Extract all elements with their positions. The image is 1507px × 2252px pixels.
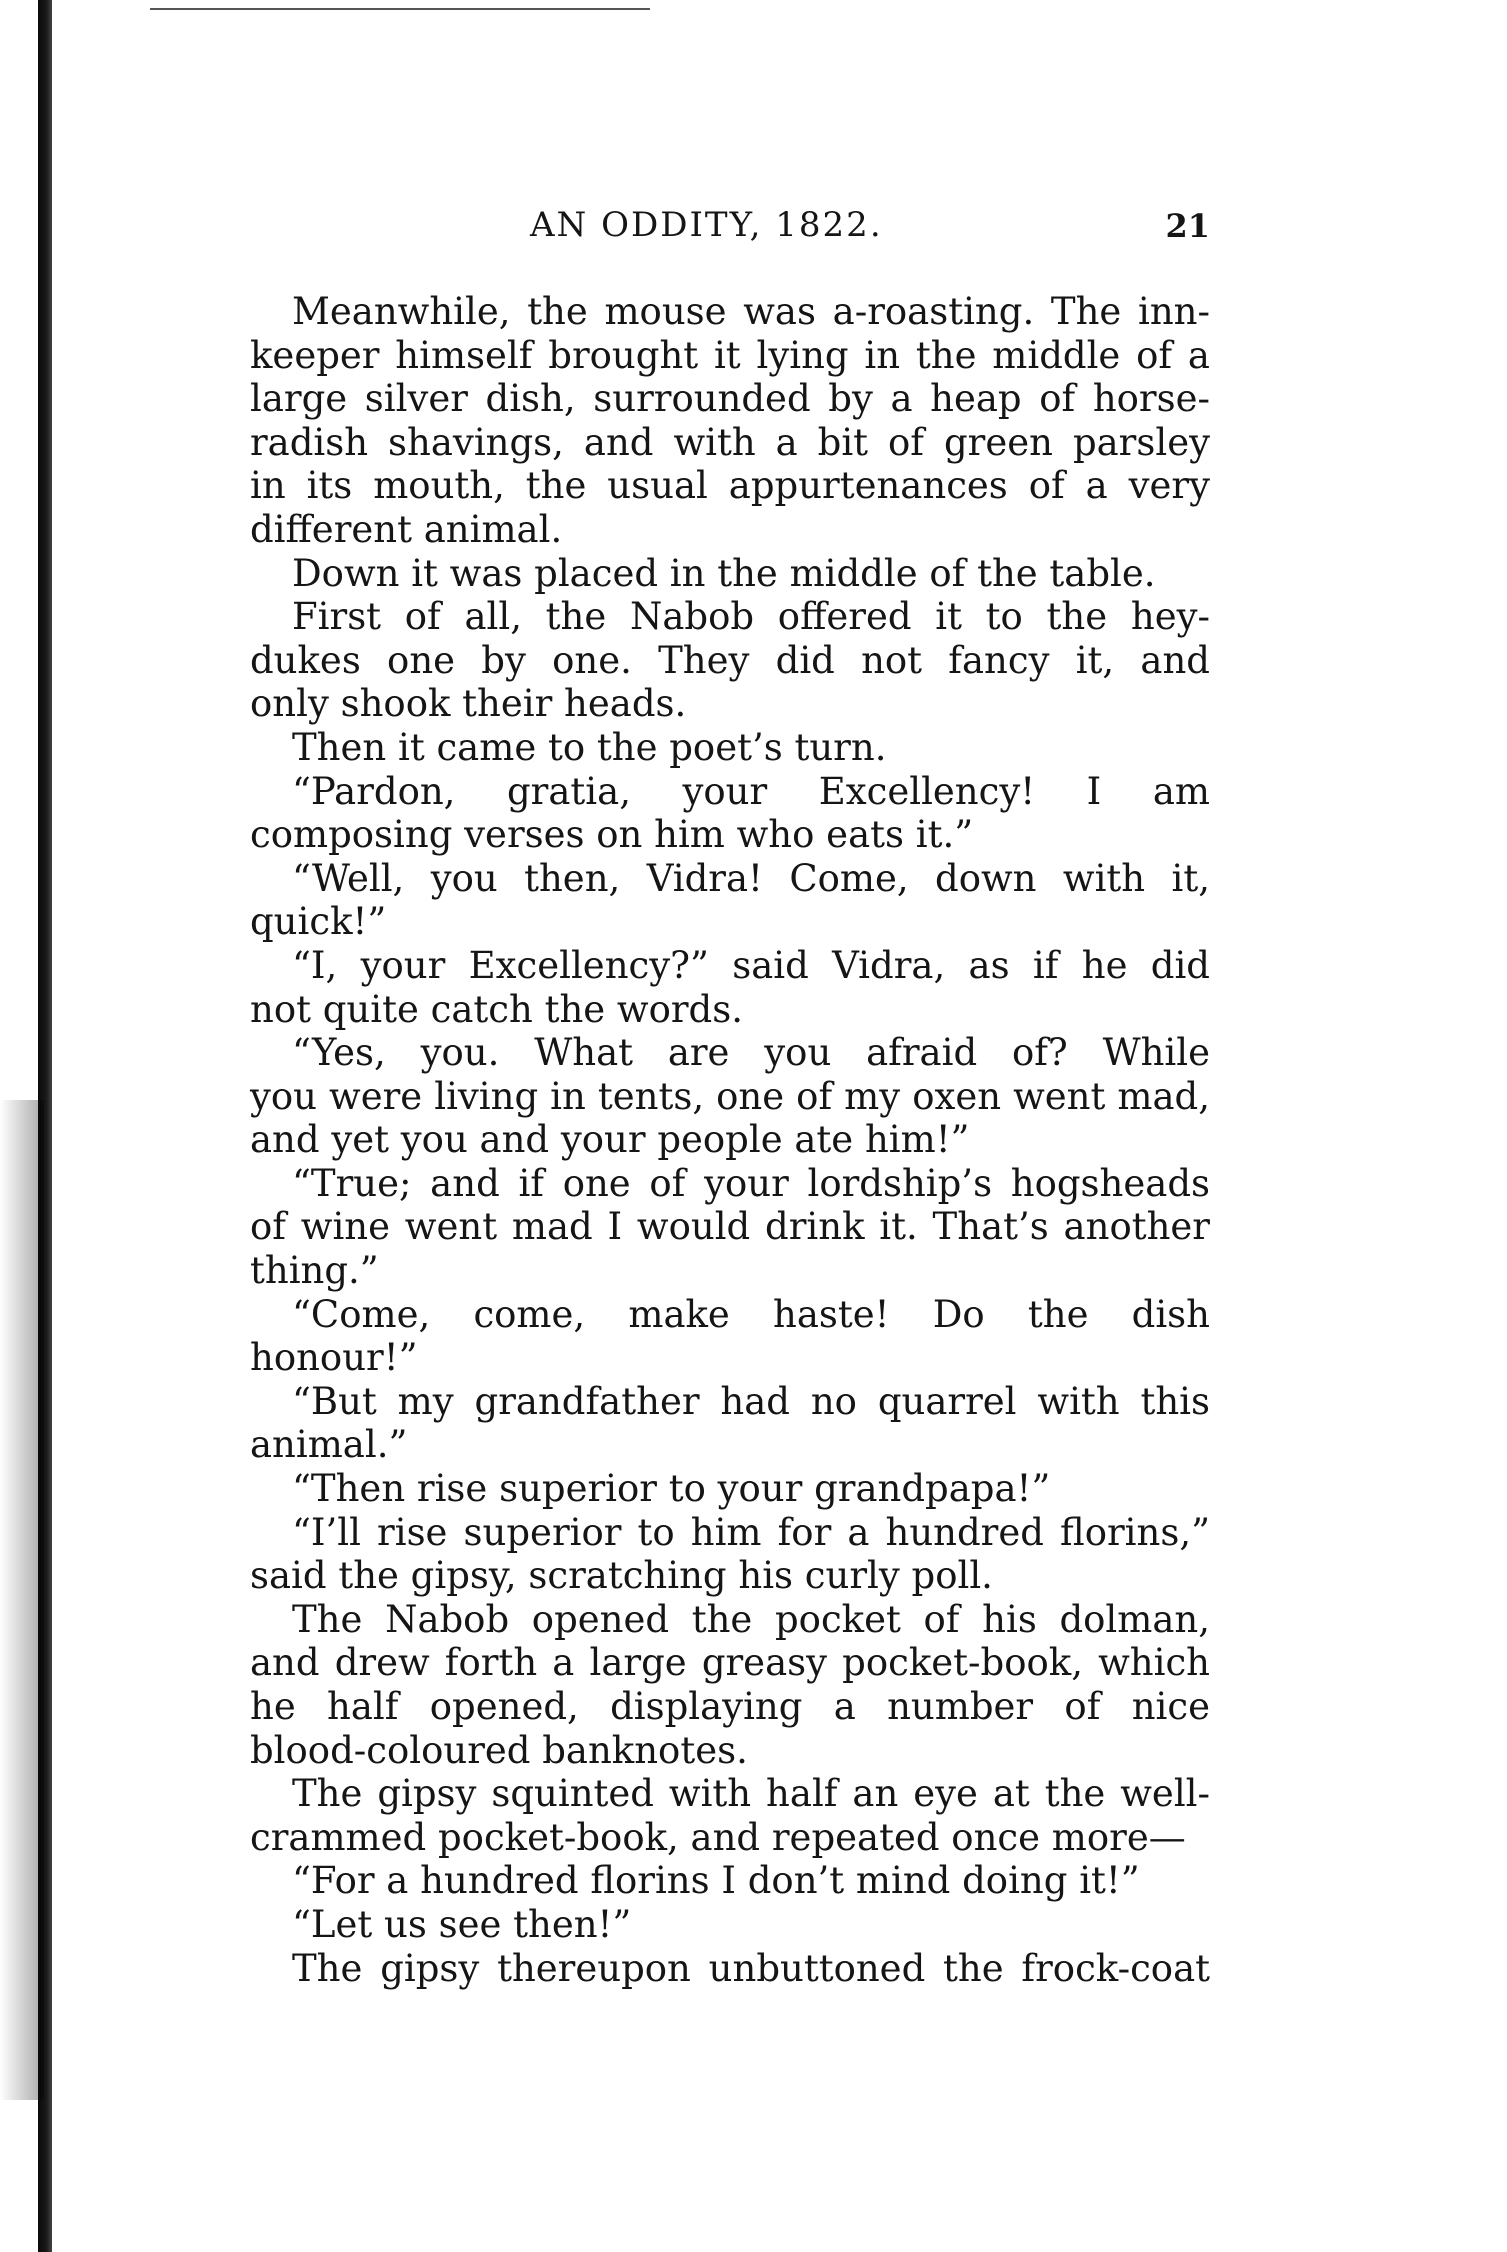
text-line: “Yes, you. What are you afraid of? While	[292, 1031, 1210, 1075]
text-line: blood-coloured banknotes.	[250, 1728, 748, 1772]
text-line: First of all, the Nabob offered it to the hey-	[292, 595, 1210, 639]
text-line: of wine went mad I would drink it. That’s another	[250, 1205, 1210, 1249]
running-head	[250, 205, 1210, 255]
text-line: “Pardon, gratia, your Excellency! I am	[292, 769, 1210, 813]
text-line: different animal.	[250, 507, 563, 551]
body-text	[250, 290, 1210, 1990]
text-line: composing verses on him who eats it.”	[250, 813, 974, 857]
text-line: Meanwhile, the mouse was a-roasting. The inn-	[292, 290, 1210, 333]
text-line: Down it was placed in the middle of the table.	[292, 551, 1156, 595]
text-line: quick!”	[250, 900, 387, 944]
running-title: AN ODDITY, 1822.	[530, 205, 883, 245]
text-line: The gipsy squinted with half an eye at the well-	[292, 1772, 1210, 1816]
text-line: “But my grandfather had no quarrel with this	[292, 1379, 1210, 1423]
text-line: and yet you and your people ate him!”	[250, 1118, 970, 1162]
top-rule	[150, 8, 650, 10]
text-line: “True; and if one of your lordship’s hogsheads	[292, 1161, 1210, 1205]
text-line: in its mouth, the usual appurtenances of a very	[250, 464, 1210, 508]
text-line: only shook their heads.	[250, 682, 687, 726]
text-line: thing.”	[250, 1249, 379, 1293]
text-line: “Come, come, make haste! Do the dish	[292, 1292, 1210, 1336]
text-line: honour!”	[250, 1336, 418, 1380]
text-line: “I’ll rise superior to him for a hundred florins,”	[292, 1510, 1210, 1554]
text-line: said the gipsy, scratching his curly poll.	[250, 1554, 993, 1598]
text-line: animal.”	[250, 1423, 408, 1467]
text-line: “Let us see then!”	[292, 1902, 632, 1946]
text-line: he half opened, displaying a number of nice	[250, 1685, 1210, 1728]
text-line: The gipsy thereupon unbuttoned the frock-coat	[292, 1946, 1210, 1990]
text-line: dukes one by one. They did not fancy it, and	[250, 638, 1210, 682]
text-line: “Then rise superior to your grandpapa!”	[292, 1467, 1051, 1511]
page-number: 21	[1165, 207, 1210, 245]
text-line: and drew forth a large greasy pocket-book, which	[250, 1641, 1210, 1685]
text-line: The Nabob opened the pocket of his dolman,	[292, 1597, 1210, 1641]
text-line: not quite catch the words.	[250, 987, 743, 1031]
text-line: “I, your Excellency?” said Vidra, as if he did	[292, 943, 1210, 987]
binding-shadow	[0, 1100, 44, 2100]
text-line: you were living in tents, one of my oxen went mad,	[250, 1074, 1210, 1118]
text-line: crammed pocket-book, and repeated once more—	[250, 1815, 1186, 1859]
text-line: “For a hundred florins I don’t mind doing it!”	[292, 1859, 1140, 1903]
text-line: keeper himself brought it lying in the middle of a	[250, 333, 1210, 377]
text-line: large silver dish, surrounded by a heap of horse-	[250, 377, 1210, 421]
text-line: “Well, you then, Vidra! Come, down with it,	[292, 856, 1210, 900]
text-line: radish shavings, and with a bit of green parsley	[250, 420, 1210, 464]
text-line: Then it came to the poet’s turn.	[292, 725, 887, 769]
